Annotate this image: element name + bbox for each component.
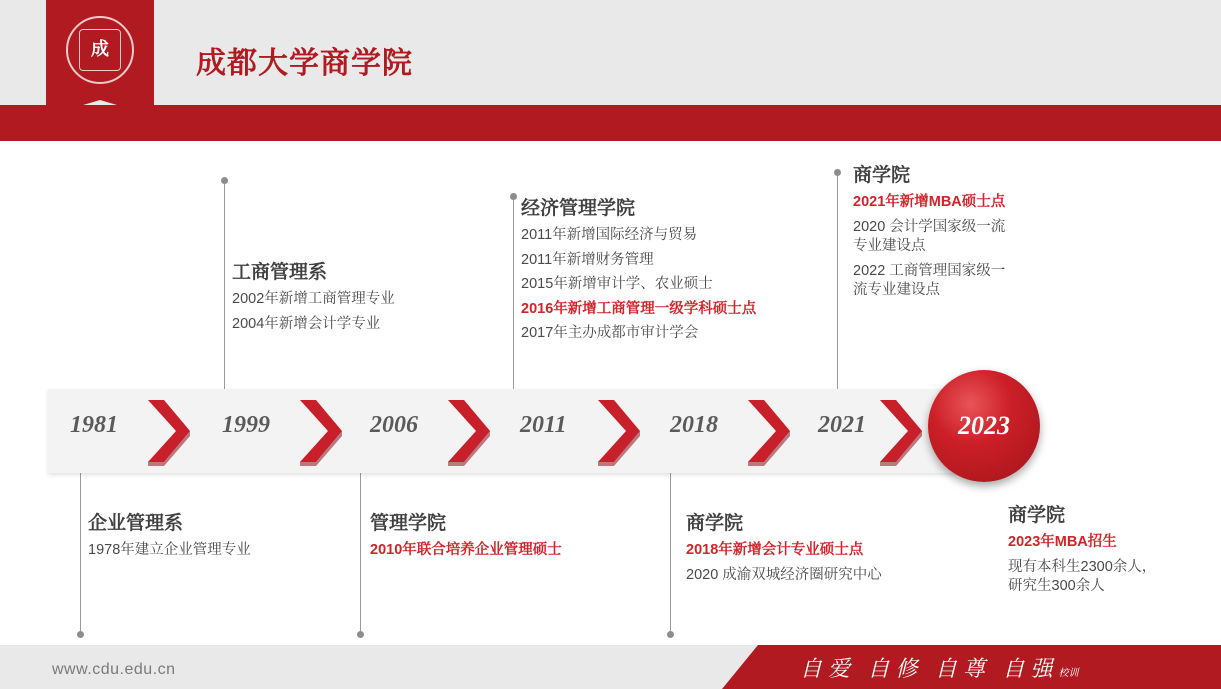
milestone-block-1981 (88, 508, 348, 566)
page-header (0, 0, 1221, 105)
milestone-block-1999 (232, 257, 492, 339)
milestone-line-highlight: 2018年新增会计专业硕士点 (686, 542, 864, 558)
timeline-year-2023-highlight[interactable] (928, 370, 1040, 482)
milestone-line: 2020 成渝双城经济圈研究中心 (686, 566, 882, 583)
milestone-line: 现有本科生2300余人， (1008, 558, 1157, 575)
milestone-block-2011 (521, 193, 821, 349)
milestone-title: 企业管理系 (88, 513, 184, 534)
seal-inner-glyph: 成 (79, 29, 121, 71)
timeline-chevron-6 (878, 396, 922, 466)
milestone-line: 2017年主办成都市审计学会 (521, 325, 699, 342)
timeline-chevron-1 (146, 396, 190, 466)
university-seal-icon (66, 16, 134, 84)
leader-line-2021 (837, 172, 838, 392)
leader-dot-2021 (834, 169, 841, 176)
timeline-chevron-5 (746, 396, 790, 466)
milestone-title: 经济管理学院 (521, 198, 636, 219)
timeline-year-2018[interactable]: 2018 (670, 412, 718, 438)
timeline-year-1981[interactable]: 1981 (70, 412, 118, 438)
milestone-line: 流专业建设点 (853, 282, 940, 299)
timeline-year-2006[interactable]: 2006 (370, 412, 418, 438)
footer-website-url[interactable]: www.cdu.edu.cn (52, 661, 176, 678)
milestone-line-highlight: 2010年联合培养企业管理硕士 (370, 542, 562, 558)
milestone-title: 商学院 (1008, 505, 1066, 526)
timeline-year-2011[interactable]: 2011 (520, 412, 567, 438)
timeline-year-1999[interactable]: 1999 (222, 412, 270, 438)
leader-line-2018 (670, 470, 671, 635)
milestone-line-highlight: 2021年新增MBA硕士点 (853, 194, 1006, 210)
milestone-line: 2011年新增国际经济与贸易 (521, 227, 698, 243)
leader-dot-2018 (667, 631, 674, 638)
milestone-line: 专业建设点 (853, 238, 926, 255)
timeline-chevron-2 (298, 396, 342, 466)
milestone-line-highlight: 2016年新增工商管理一级学科硕士点 (521, 300, 757, 317)
leader-dot-2006 (357, 631, 364, 638)
milestone-line: 2020 会计学国家级一流 (853, 218, 1006, 235)
footer-motto-text: 自爱 自修 自尊 自强 (800, 656, 1059, 681)
milestone-line: 2011年新增财务管理 (521, 251, 654, 268)
milestone-line: 研究生300余人 (1008, 578, 1105, 595)
milestone-block-2018 (686, 508, 986, 590)
milestone-line-highlight: 2023年MBA招生 (1008, 534, 1117, 550)
leader-line-2011 (513, 196, 514, 392)
milestone-line: 2022 工商管理国家级一 (853, 262, 1006, 279)
leader-line-1981 (80, 470, 81, 635)
milestone-title: 商学院 (853, 165, 911, 186)
milestone-block-2023 (1008, 500, 1208, 602)
leader-line-2006 (360, 470, 361, 635)
leader-line-1999 (224, 180, 225, 392)
milestone-block-2006 (370, 508, 660, 566)
header-red-bar (0, 105, 1221, 141)
milestone-title: 管理学院 (370, 513, 447, 534)
page-title: 成都大学商学院 (196, 47, 413, 80)
milestone-line: 2004年新增会计学专业 (232, 315, 381, 332)
footer-motto-small: 校训 (1058, 668, 1079, 679)
milestone-line: 2015年新增审计学、农业硕士 (521, 276, 713, 293)
logo-band (46, 0, 154, 100)
milestone-line: 2002年新增工商管理专业 (232, 291, 395, 307)
leader-dot-1999 (221, 177, 228, 184)
timeline-year-2023-label: 2023 (958, 411, 1010, 440)
milestone-block-2021 (853, 160, 1063, 306)
leader-dot-2011 (510, 193, 517, 200)
timeline-chevron-4 (596, 396, 640, 466)
leader-dot-1981 (77, 631, 84, 638)
milestone-title: 商学院 (686, 513, 744, 534)
timeline-year-2021[interactable]: 2021 (818, 412, 866, 438)
timeline-chevron-3 (446, 396, 490, 466)
milestone-title: 工商管理系 (232, 262, 328, 283)
footer-motto (800, 652, 1079, 683)
milestone-line: 1978年建立企业管理专业 (88, 542, 251, 558)
